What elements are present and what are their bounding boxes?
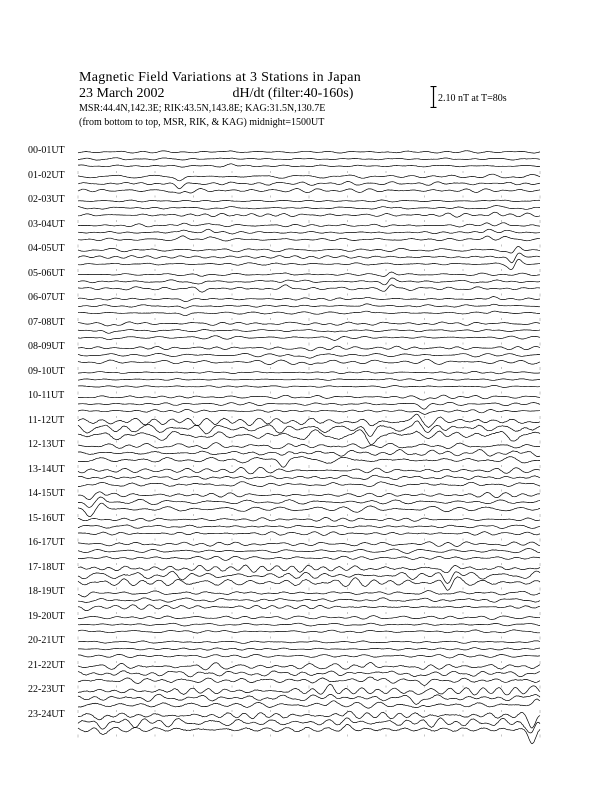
minute-ticks: [78, 588, 540, 591]
minute-ticks: [78, 269, 540, 272]
station-trace-msr: [78, 532, 540, 536]
station-order-note: (from bottom to top, MSR, RIK, & KAG) midnight=1500UT: [79, 117, 325, 128]
station-trace-msr: [78, 677, 540, 685]
station-trace-rik: [78, 378, 540, 380]
station-trace-msr: [78, 336, 540, 341]
minute-ticks: [78, 416, 540, 419]
station-trace-kag: [78, 174, 540, 181]
hour-row: [78, 443, 540, 468]
minute-ticks: [78, 514, 540, 517]
hour-row: [78, 641, 540, 664]
minute-ticks: [78, 465, 540, 468]
hour-row: [78, 616, 540, 640]
station-trace-kag: [78, 272, 540, 276]
hour-row: [78, 297, 540, 322]
station-trace-msr: [78, 699, 540, 708]
minute-ticks: [78, 318, 540, 321]
station-trace-msr: [78, 359, 540, 364]
hour-row: [78, 371, 540, 394]
station-trace-rik: [78, 330, 540, 334]
station-trace-msr: [78, 482, 540, 487]
hour-row: [78, 272, 540, 297]
station-trace-rik: [78, 182, 540, 189]
chart-title: Magnetic Field Variations at 3 Stations in Japan: [79, 70, 362, 85]
station-trace-rik: [78, 475, 540, 479]
hour-label: 22-23UT: [28, 684, 65, 695]
station-trace-msr: [78, 386, 540, 388]
minute-ticks: [78, 539, 540, 542]
hour-row: [78, 467, 540, 492]
hour-row: [78, 542, 540, 566]
station-trace-rik: [78, 671, 540, 677]
hour-label: 09-10UT: [28, 365, 65, 377]
station-coordinates: MSR:44.4N,142.3E; RIK:43.5N,143.8E; KAG:31.5N,130.7E: [79, 103, 326, 114]
station-trace-kag: [78, 223, 540, 227]
hour-label: 20-21UT: [28, 635, 65, 646]
hour-row: [78, 200, 540, 223]
hour-label: 12-13UT: [28, 439, 65, 450]
hour-label: 08-09UT: [28, 341, 65, 352]
station-trace-kag: [78, 591, 540, 597]
hour-label: 13-14UT: [28, 463, 65, 475]
station-trace-rik: [78, 623, 540, 626]
hour-row: [78, 517, 540, 541]
date-label: 23 March 2002: [79, 86, 165, 101]
hour-row: [78, 174, 540, 198]
hour-label: 00-01UT: [28, 145, 65, 156]
hour-label: 03-04UT: [28, 218, 65, 230]
minute-ticks: [78, 490, 540, 493]
station-trace-kag: [78, 151, 540, 153]
quantity-label: dH/dt (filter:40-160s): [232, 86, 354, 101]
station-trace-rik: [78, 229, 540, 234]
minute-ticks: [78, 343, 540, 346]
station-trace-kag: [78, 297, 540, 302]
station-trace-msr: [78, 212, 540, 217]
minute-ticks: [78, 710, 540, 713]
station-trace-kag: [78, 346, 540, 351]
hour-label: 19-20UT: [28, 610, 65, 622]
station-trace-rik: [78, 525, 540, 529]
station-trace-kag: [78, 641, 540, 644]
station-trace-rik: [78, 158, 540, 160]
station-trace-rik: [78, 278, 540, 285]
hour-label: 07-08UT: [28, 316, 65, 328]
hour-row: [78, 663, 540, 689]
hour-label: 18-19UT: [28, 586, 65, 597]
minute-ticks: [78, 294, 540, 297]
station-trace-msr: [78, 164, 540, 167]
hour-label: 15-16UT: [28, 512, 65, 524]
hour-row: [78, 591, 540, 615]
scale-label: 2.10 nT at T=80s: [438, 93, 507, 104]
station-trace-rik: [78, 353, 540, 358]
hour-row: [78, 711, 540, 744]
station-trace-rik: [78, 304, 540, 308]
station-trace-kag: [78, 616, 540, 620]
station-trace-msr: [78, 630, 540, 633]
hour-row: [78, 565, 540, 591]
station-trace-msr: [78, 236, 540, 241]
hour-row: [78, 247, 540, 273]
station-trace-kag: [78, 663, 540, 670]
minute-ticks: [78, 220, 540, 223]
hour-row: [78, 151, 540, 174]
station-trace-rik: [78, 549, 540, 554]
station-trace-rik: [78, 206, 540, 210]
hour-label: 14-15UT: [28, 488, 65, 499]
hour-row: [78, 395, 540, 419]
hour-row: [78, 346, 540, 370]
hour-label: 02-03UT: [28, 194, 65, 205]
station-trace-rik: [78, 571, 540, 583]
station-trace-rik: [78, 449, 540, 456]
hour-label: 10-11UT: [28, 390, 65, 401]
station-trace-rik: [78, 402, 540, 409]
minute-ticks: [78, 367, 540, 370]
station-trace-kag: [78, 492, 540, 500]
minute-ticks: [78, 735, 540, 738]
station-trace-kag: [78, 395, 540, 400]
hour-row: [78, 223, 540, 248]
station-trace-msr: [78, 189, 540, 194]
hour-label: 17-18UT: [28, 561, 65, 573]
station-trace-msr: [78, 259, 540, 269]
hour-label: 23-24UT: [28, 708, 65, 720]
hour-label: 16-17UT: [28, 537, 65, 548]
hour-label: 04-05UT: [28, 243, 65, 254]
station-trace-kag: [78, 371, 540, 374]
station-trace-kag: [78, 565, 540, 573]
station-trace-rik: [78, 598, 540, 603]
station-trace-msr: [78, 311, 540, 316]
station-trace-msr: [78, 605, 540, 611]
station-trace-msr: [78, 285, 540, 292]
station-trace-kag: [78, 467, 540, 474]
hour-row: [78, 322, 540, 346]
station-trace-kag: [78, 322, 540, 326]
minute-ticks: [78, 637, 540, 640]
station-trace-rik: [78, 253, 540, 263]
hour-row: [78, 684, 540, 713]
station-trace-kag: [78, 200, 540, 202]
minute-ticks: [78, 392, 540, 395]
hour-label: 05-06UT: [28, 267, 65, 279]
hour-label: 06-07UT: [28, 292, 65, 303]
station-trace-msr: [78, 409, 540, 414]
station-trace-msr: [78, 654, 540, 658]
minute-ticks: [78, 245, 540, 248]
minute-ticks: [78, 686, 540, 689]
station-trace-rik: [78, 648, 540, 650]
station-trace-rik: [78, 694, 540, 704]
hour-label: 21-22UT: [28, 659, 65, 671]
minute-ticks: [78, 612, 540, 615]
minute-ticks: [78, 171, 540, 174]
station-trace-rik: [78, 497, 540, 507]
minute-ticks: [78, 196, 540, 199]
hour-label: 01-02UT: [28, 169, 65, 181]
hour-label: 11-12UT: [28, 414, 65, 426]
hour-row: [78, 492, 540, 517]
station-trace-msr: [78, 725, 540, 744]
station-trace-kag: [78, 542, 540, 547]
hour-row: [78, 414, 540, 445]
station-trace-msr: [78, 556, 540, 560]
station-trace-kag: [78, 517, 540, 521]
station-trace-kag: [78, 443, 540, 449]
